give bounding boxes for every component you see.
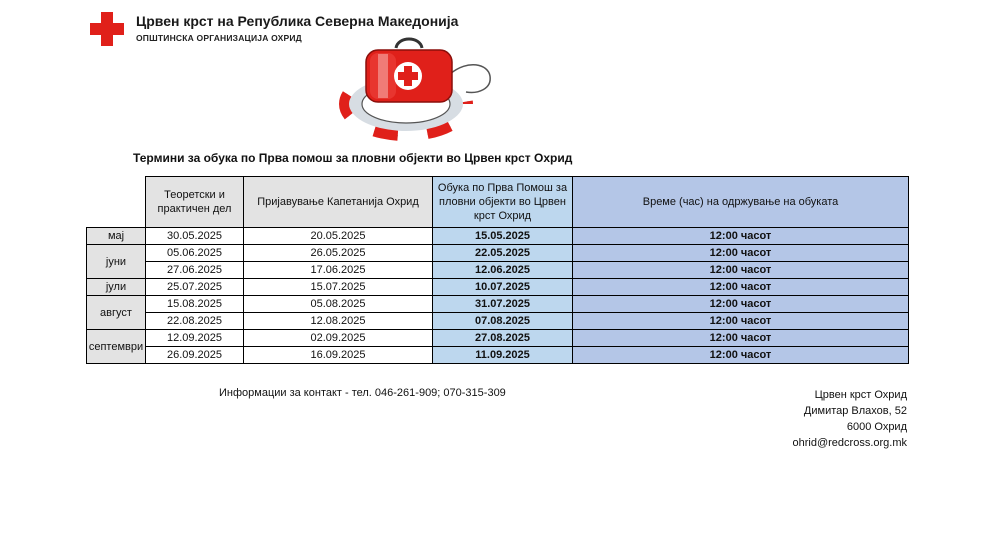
address-block: [793, 387, 907, 451]
address-line: Црвен крст Охрид: [814, 389, 907, 401]
training-cell: 27.08.2025: [433, 330, 573, 347]
header-training: Обука по Прва Помош за пловни објекти во Црвен крст Охрид: [433, 177, 573, 228]
first-aid-lifebuoy-illustration: [338, 34, 498, 144]
month-cell: мај: [87, 228, 146, 245]
header-empty-cell: [87, 177, 146, 228]
month-cell: јуни: [87, 245, 146, 279]
month-cell: август: [87, 296, 146, 330]
table-row: [87, 313, 909, 330]
address-line: 6000 Охрид: [846, 421, 907, 433]
registration-cell: 15.07.2025: [244, 279, 433, 296]
time-cell: 12:00 часот: [573, 313, 909, 330]
training-cell: 11.09.2025: [433, 347, 573, 364]
document-title: Термини за обука по Прва помош за пловни објекти во Црвен крст Охрид: [133, 151, 573, 165]
time-cell: 12:00 часот: [573, 347, 909, 364]
theory-cell: 15.08.2025: [146, 296, 244, 313]
header-theory: Теоретски и практичен дел: [146, 177, 244, 228]
table-row: [87, 330, 909, 347]
registration-cell: 12.08.2025: [244, 313, 433, 330]
time-cell: 12:00 часот: [573, 296, 909, 313]
training-cell: 15.05.2025: [433, 228, 573, 245]
theory-cell: 22.08.2025: [146, 313, 244, 330]
table-row: [87, 296, 909, 313]
header-time: Време (час) на одржување на обуката: [573, 177, 909, 228]
table-row: [87, 245, 909, 262]
org-subtitle: ОПШТИНСКА ОРГАНИЗАЦИЈА ОХРИД: [136, 33, 302, 43]
registration-cell: 17.06.2025: [244, 262, 433, 279]
table-row: [87, 347, 909, 364]
theory-cell: 27.06.2025: [146, 262, 244, 279]
registration-cell: 02.09.2025: [244, 330, 433, 347]
table-row: [87, 228, 909, 245]
registration-cell: 05.08.2025: [244, 296, 433, 313]
header-registration: Пријавување Капетанија Охрид: [244, 177, 433, 228]
schedule-table: [86, 176, 909, 364]
theory-cell: 05.06.2025: [146, 245, 244, 262]
time-cell: 12:00 часот: [573, 330, 909, 347]
month-cell: септември: [87, 330, 146, 364]
time-cell: 12:00 часот: [573, 279, 909, 296]
training-cell: 10.07.2025: [433, 279, 573, 296]
theory-cell: 30.05.2025: [146, 228, 244, 245]
registration-cell: 26.05.2025: [244, 245, 433, 262]
address-line: Димитар Влахов, 52: [803, 405, 907, 417]
contact-info: Информации за контакт - тел. 046-261-909; 070-315-309: [219, 387, 506, 399]
training-cell: 22.05.2025: [433, 245, 573, 262]
month-cell: јули: [87, 279, 146, 296]
table-row: [87, 262, 909, 279]
table-row: [87, 279, 909, 296]
time-cell: 12:00 часот: [573, 262, 909, 279]
red-cross-logo: [90, 12, 124, 46]
org-name: Црвен крст на Република Северна Македонија: [136, 13, 459, 29]
time-cell: 12:00 часот: [573, 228, 909, 245]
time-cell: 12:00 часот: [573, 245, 909, 262]
training-cell: 07.08.2025: [433, 313, 573, 330]
table-header-row: [87, 177, 909, 228]
registration-cell: 20.05.2025: [244, 228, 433, 245]
training-cell: 12.06.2025: [433, 262, 573, 279]
theory-cell: 25.07.2025: [146, 279, 244, 296]
registration-cell: 16.09.2025: [244, 347, 433, 364]
theory-cell: 12.09.2025: [146, 330, 244, 347]
training-cell: 31.07.2025: [433, 296, 573, 313]
theory-cell: 26.09.2025: [146, 347, 244, 364]
email-address: ohrid@redcross.org.mk: [792, 437, 907, 449]
